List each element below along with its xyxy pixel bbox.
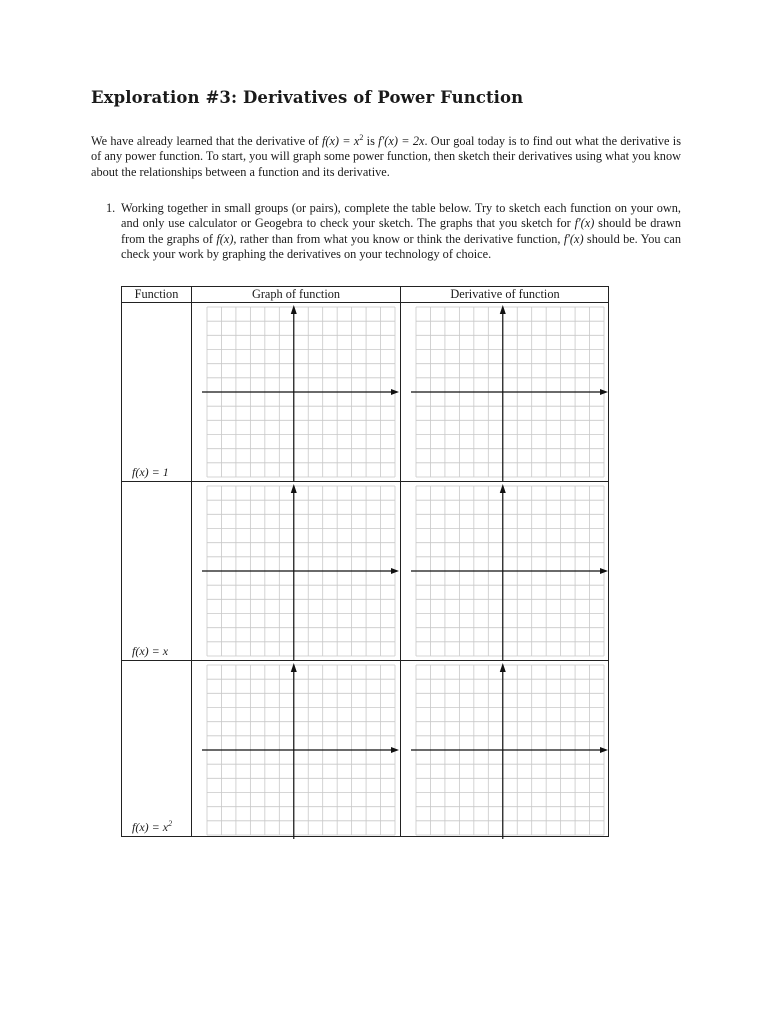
function-graph-grid-row-2[interactable] [202,482,400,660]
worksheet-table [121,286,609,837]
y-axis-arrow [291,484,297,493]
y-axis-arrow [500,484,506,493]
page-title: Exploration #3: Derivatives of Power Function [91,88,524,107]
exponent: 2 [359,133,364,142]
derivative-graph-grid-row-1[interactable] [411,303,609,481]
header-derivative: Derivative of function [450,287,560,301]
function-label-row-2: f(x) = x [132,644,169,658]
header-graph: Graph of function [251,287,341,301]
function-label-row-1: f(x) = 1 [132,465,169,479]
derivative-expression: f′(x) = 2x [378,134,425,149]
derivative-graph-grid-row-2[interactable] [411,482,609,660]
y-axis-arrow [500,663,506,672]
function-graph-grid-row-3[interactable] [202,661,400,839]
derivative-graph-grid-row-3[interactable] [411,661,609,839]
column-divider [191,287,192,836]
header-function: Function [134,287,179,301]
item-instructions: Working together in small groups (or pairs), complete the table below. Try to sketch each function on your own, and only use calculator or Geogebra to check your sketch. The graphs that you sketch for f′(x) should be drawn from the graphs of f(x), rather than from what you know or think the derivative function, f′(x) should be. You can check your work by graphing the derivatives on your technology of choice. [121,201,682,261]
y-axis-arrow [500,305,506,314]
y-axis-arrow [291,663,297,672]
intro-paragraph: We have already learned that the derivative of $f(x) = x^2$ is f′(x) = 2x. Our goal today is to find out what the derivative is of any power function. To start, you will graph some power function, then sketch their derivatives using what you know about the relationships between a function and its derivative. [91,133,682,179]
item-number: 1. [106,201,116,215]
column-divider [400,287,401,836]
function-graph-grid-row-1[interactable] [202,303,400,481]
function-expression: f(x) = x [321,134,360,149]
y-axis-arrow [291,305,297,314]
function-label-row-3: $f(x) = x^2$ [132,819,173,834]
